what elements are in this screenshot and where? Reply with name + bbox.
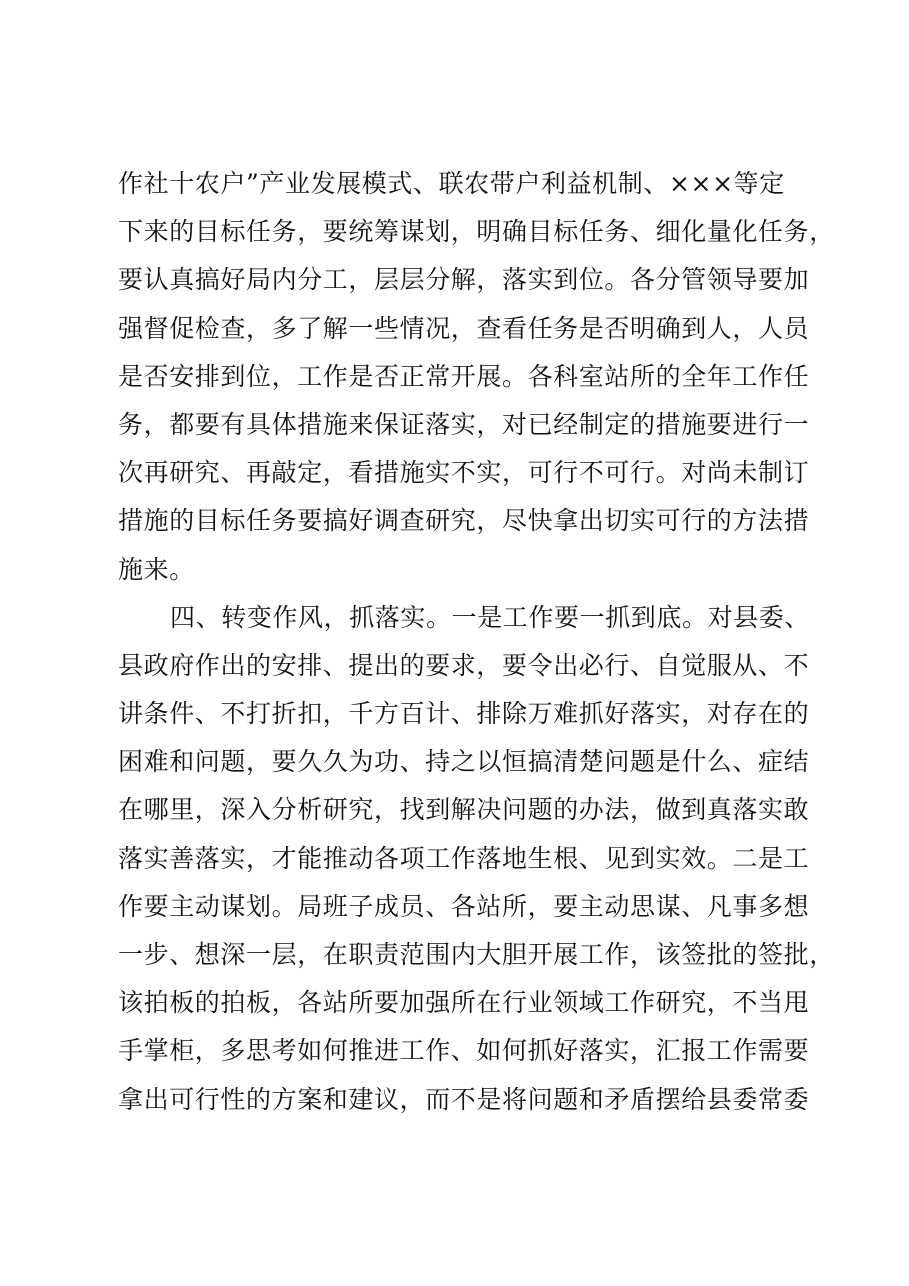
text-line: 次再研究、再敲定，看措施实不实，可行不可行。对尚未制订: [118, 458, 810, 488]
text-line: 是否安排到位，工作是否正常开展。各科室站所的全年工作任: [118, 361, 810, 391]
text-line: 落实善落实，才能推动各项工作落地生根、见到实效。二是工: [118, 843, 810, 873]
text-line: 作社十农户”产业发展模式、联农带户利益机制、×××等定: [118, 169, 785, 198]
text-line: 要认真搞好局内分工，层层分解，落实到位。各分管领导要加: [118, 265, 810, 295]
section-heading-line: 四、转变作风，抓落实。一是工作要一抓到底。对县委、: [170, 602, 811, 632]
text-line: 施来。: [118, 554, 195, 584]
text-line: 措施的目标任务要搞好调查研究，尽快拿出切实可行的方法措: [118, 506, 810, 536]
text-line: 一步、想深一层，在职责范围内大胆开展工作，该签批的签批，: [118, 940, 835, 969]
text-line: 强督促检查，多了解一些情况，查看任务是否明确到人，人员: [118, 313, 810, 343]
text-line: 作要主动谋划。局班子成员、各站所，要主动思谋、凡事多想: [118, 891, 810, 921]
text-line: 该拍板的拍板，各站所要加强所在行业领域工作研究，不当甩: [118, 988, 810, 1018]
text-line: 在哪里，深入分析研究，找到解决问题的办法，做到真落实敢: [118, 795, 810, 825]
text-line: 困难和问题，要久久为功、持之以恒搞清楚问题是什么、症结: [118, 747, 810, 777]
text-line: 县政府作出的安排、提出的要求，要令出必行、自觉服从、不: [118, 650, 810, 680]
text-line: 手掌柜，多思考如何推进工作、如何抓好落实，汇报工作需要: [118, 1036, 810, 1066]
text-line: 拿出可行性的方案和建议，而不是将问题和矛盾摆给县委常委: [118, 1084, 810, 1114]
body-text: [118, 160, 835, 1124]
text-line: 下来的目标任务，要统筹谋划，明确目标任务、细化量化任务，: [118, 217, 835, 247]
text-line: 讲条件、不打折扣，千方百计、排除万难抓好落实，对存在的: [118, 699, 810, 729]
text-line: 务，都要有具体措施来保证落实，对已经制定的措施要进行一: [118, 409, 810, 439]
